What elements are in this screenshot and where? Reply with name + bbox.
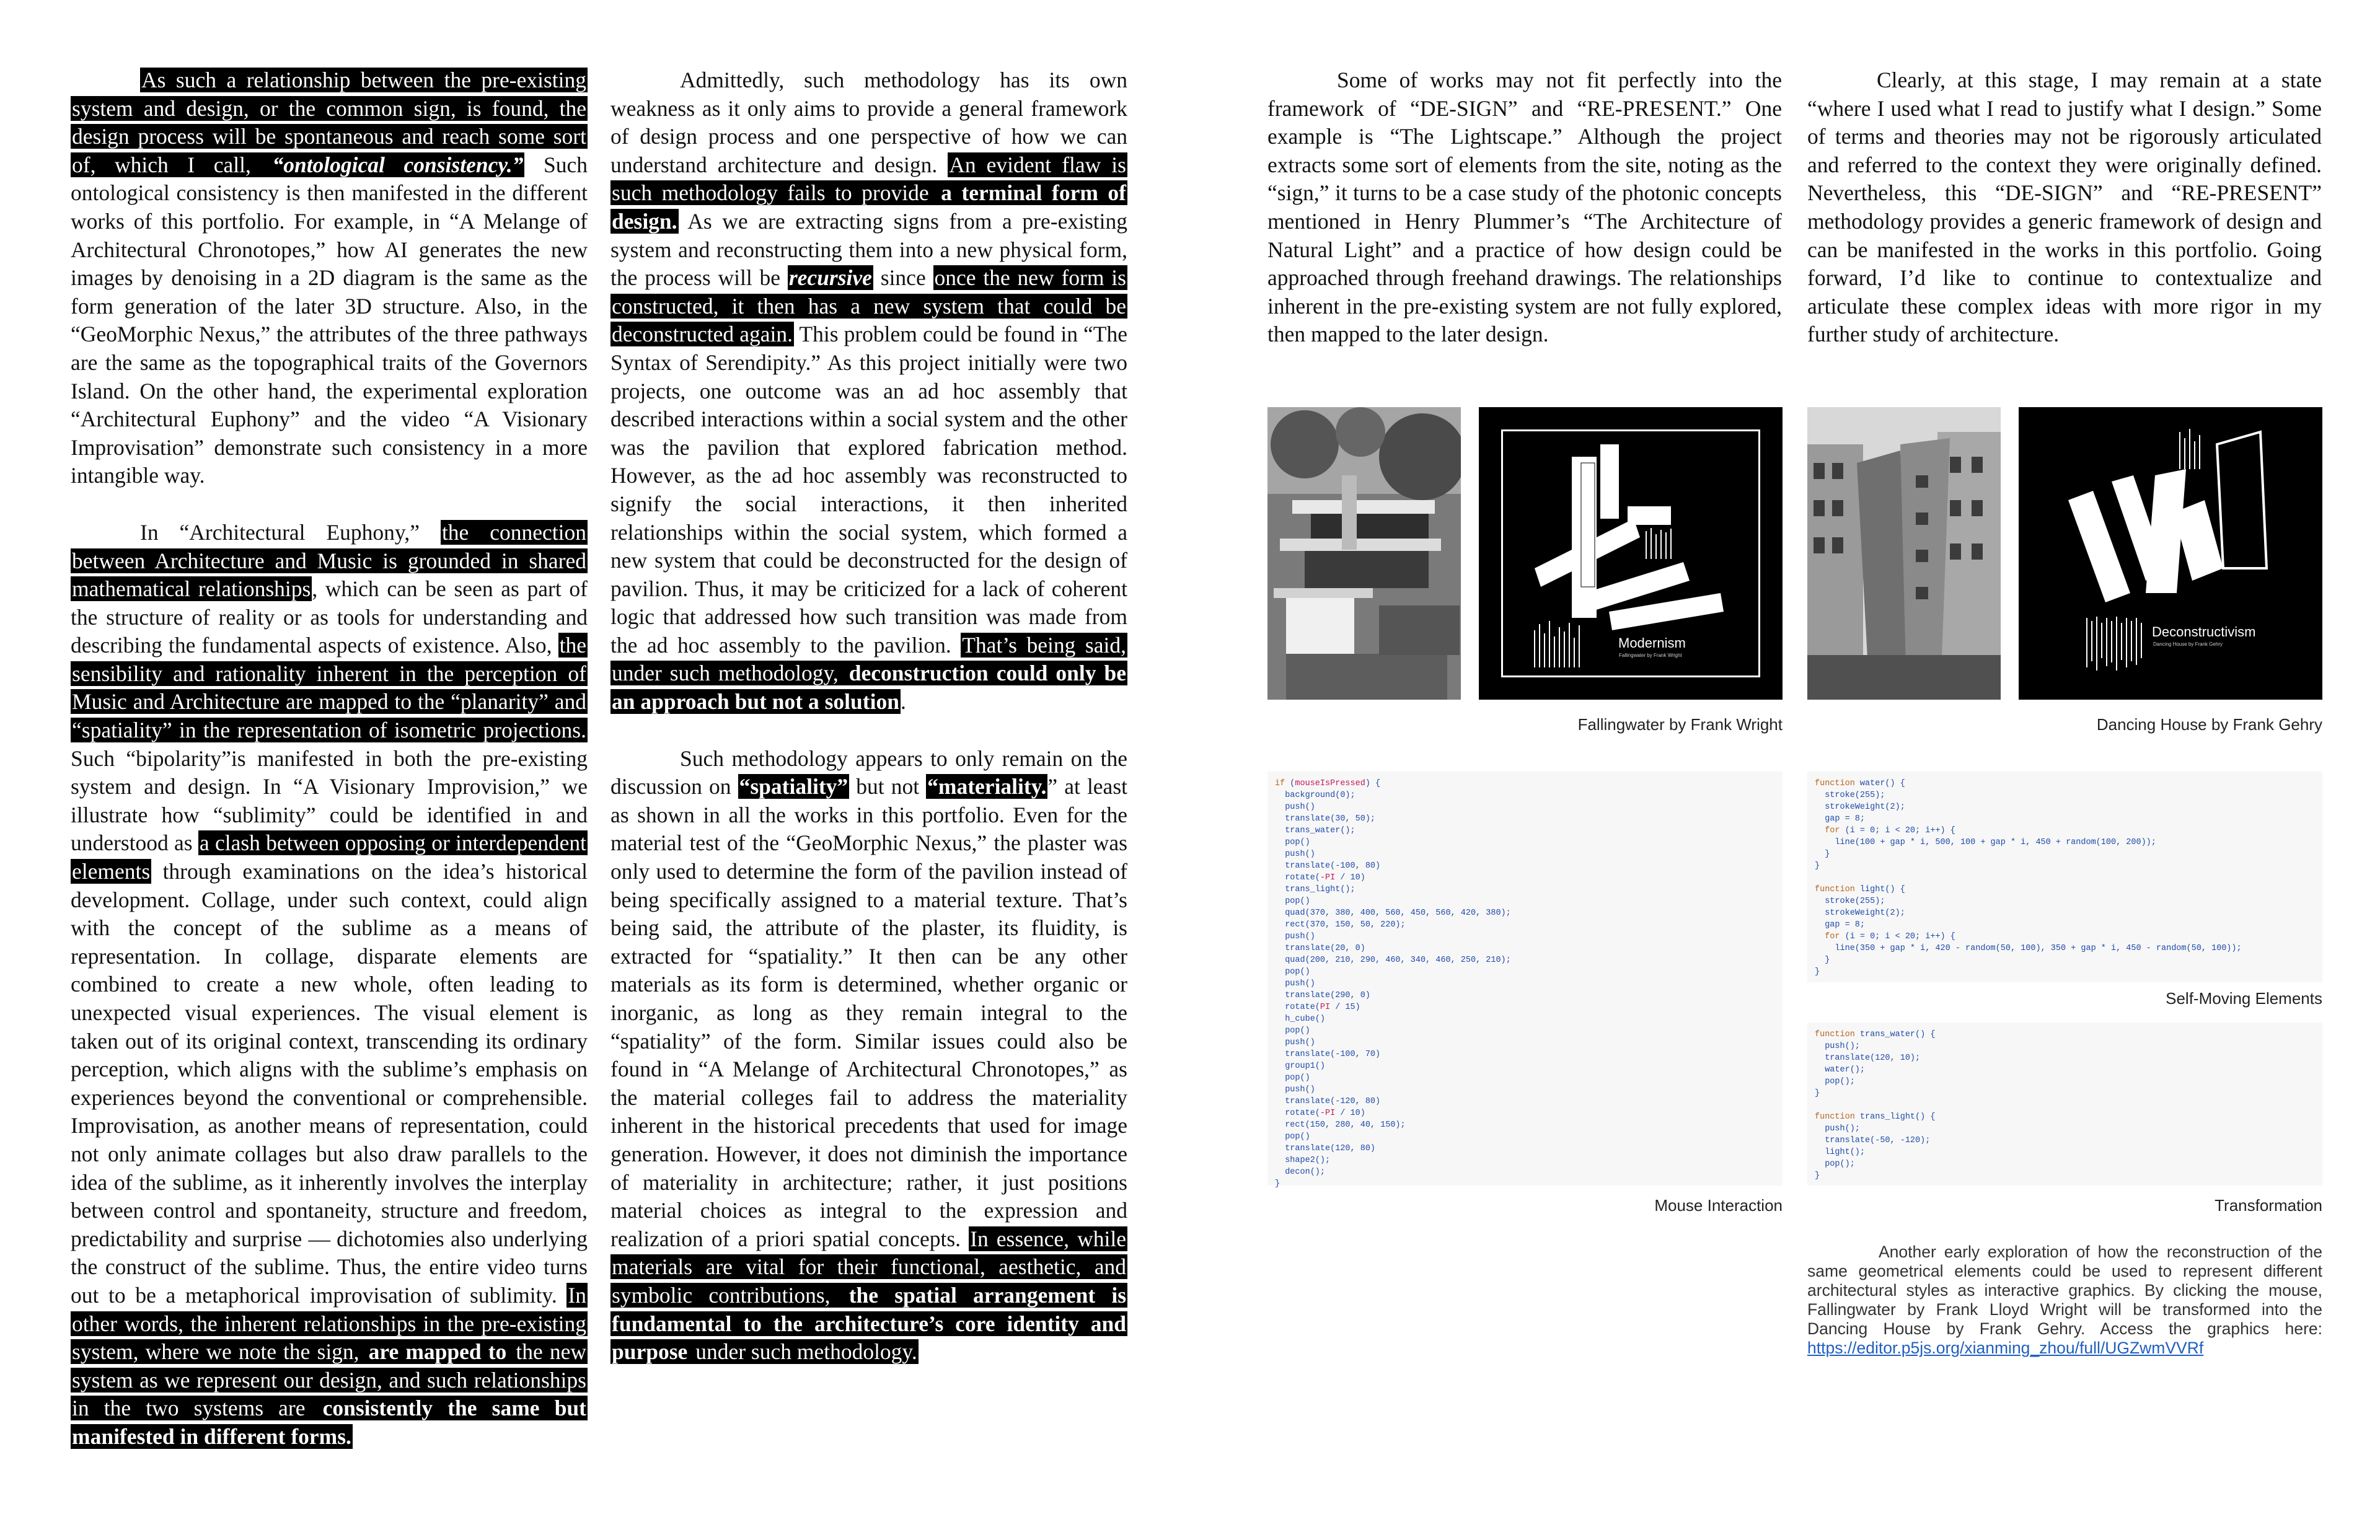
text-column-4 (1807, 66, 2322, 349)
text-run: Admittedly, such methodology has its own weakness as it only aims to provide a general framework of design process and one perspective of how we can understand architecture and design. (610, 68, 1127, 177)
code-token: } (1815, 1171, 1820, 1181)
code-token: push() (1275, 1085, 1315, 1094)
highlighted-text: the spatial arrangement is fundamental to the architecture’s core identity and purpose (612, 1282, 1127, 1365)
code-line (1815, 1088, 2315, 1099)
text-run: . (900, 689, 906, 715)
code-line (1275, 790, 1775, 801)
code-line (1275, 1049, 1775, 1060)
code-token: trans_light(); (1275, 885, 1355, 894)
highlighted-text: An evident flaw is such methodology fails to provide (612, 152, 1126, 206)
code-token: shape2(); (1275, 1156, 1331, 1165)
code-line (1815, 825, 2315, 837)
code-token: if (1275, 779, 1285, 788)
code-line (1815, 860, 2315, 872)
highlighted-text: recursive (788, 265, 872, 291)
code-token: translate(120, 80) (1275, 1144, 1376, 1153)
code-line (1815, 813, 2315, 825)
code-line (1275, 1155, 1775, 1166)
code-token: for (1815, 932, 1840, 941)
code-token: decon(); (1275, 1168, 1326, 1177)
paragraph (610, 66, 1127, 716)
code-line (1275, 907, 1775, 919)
code-token: } (1815, 967, 1820, 977)
code-token: strokeWeight(2); (1815, 803, 1905, 812)
code-line (1275, 990, 1775, 1001)
text-column-3 (1267, 66, 1782, 349)
code-line (1275, 825, 1775, 837)
text-run: As we are extracting signs from a pre-existing system and reconstructing them into a new physical form, the process will be (610, 208, 1127, 291)
code-line (1815, 1076, 2315, 1088)
code-line (1815, 801, 2315, 813)
graphics-note (1807, 1243, 2322, 1358)
code-line (1815, 1099, 2315, 1111)
code-token: gap = 8; (1815, 920, 1866, 930)
code-token: function (1815, 1112, 1855, 1122)
text-column-2 (610, 66, 1127, 1366)
code-token: rotate( (1275, 873, 1320, 882)
caption-fallingwater: Fallingwater by Frank Wright (1577, 715, 1783, 734)
code-token: light() { (1854, 885, 1905, 894)
code-token: rotate( (1275, 1003, 1320, 1012)
code-line (1815, 943, 2315, 954)
code-line (1275, 860, 1775, 872)
code-line (1275, 966, 1775, 978)
dancing-house-photo-art (1807, 407, 2001, 700)
code-token: pop() (1275, 1132, 1310, 1142)
highlighted-text: “spatiality” (739, 774, 848, 799)
code-token: } (1275, 1179, 1280, 1189)
code-token: light(); (1815, 1148, 1866, 1157)
code-line (1815, 837, 2315, 848)
highlighted-text: consistently the same but manifested in different forms. (72, 1396, 586, 1449)
code-line (1275, 1084, 1775, 1096)
code-token: translate(20, 0) (1275, 944, 1365, 953)
code-line (1275, 872, 1775, 884)
code-line (1275, 1060, 1775, 1072)
code-token: function (1815, 1030, 1855, 1039)
code-line (1815, 778, 2315, 790)
code-token: stroke(255); (1815, 791, 1885, 800)
code-token: -PI (1320, 1109, 1336, 1118)
fallingwater-photo (1267, 407, 1461, 700)
code-line (1275, 931, 1775, 943)
code-line (1815, 1064, 2315, 1076)
caption-self-moving: Self-Moving Elements (2166, 989, 2322, 1008)
highlighted-text: In other words, the inherent relationships in the pre-existing system, where we note the sign, (72, 1282, 586, 1365)
code-line (1275, 1143, 1775, 1155)
code-token: (i = 0; i < 20; i++) { (1840, 826, 1955, 835)
highlighted-text: a terminal form of design. (612, 180, 1126, 234)
code-line (1275, 895, 1775, 907)
code-token: / 10) (1335, 1109, 1365, 1118)
code-line (1275, 1131, 1775, 1143)
code-token: trans_light() { (1854, 1112, 1936, 1122)
highlighted-text: the sensibility and rationality inherent in the perception of Music and Architecture are mapped to the “planarity” and “spatiality” in the representation of isometric projections. (72, 633, 586, 743)
code-line (1815, 931, 2315, 943)
code-line (1275, 1037, 1775, 1049)
code-token: -PI (1320, 873, 1336, 882)
code-token: pop() (1275, 838, 1310, 847)
code-line (1275, 978, 1775, 990)
poster-subtitle: Dancing House by Frank Gehry (2153, 641, 2223, 647)
dancing-house-photo (1807, 407, 2001, 700)
code-token: pop(); (1815, 1159, 1855, 1169)
fallingwater-photo-art (1267, 407, 1461, 700)
code-line (1815, 848, 2315, 860)
deconstructivism-poster (2019, 407, 2322, 700)
code-line (1815, 872, 2315, 884)
code-line (1815, 1111, 2315, 1123)
code-token: pop() (1275, 967, 1310, 977)
text-run: This problem could be found in “The Syntax of Serendipity.” As this project initially were two projects, one outcome was an ad hoc assembly that described interactions within a social system and the other was the pavilion that explored fabrication method. However, as the ad hoc assembly was reconstructed to signify the social interactions, it then inherited relationships within the social system, which formed a new system that could be deconstructed for the design of pavilion. Thus, it may be criticized for a lack of coherent logic that addressed how such transition was made from the ad hoc assembly to the pavilion. (610, 322, 1127, 658)
code-token: trans_water() { (1854, 1030, 1936, 1039)
highlighted-text: As such a relationship between the pre-existing system and design, or the common sign, is found, the design process will be spontaneous and reach some sort of, which I call, (72, 68, 586, 177)
code-token: pop() (1275, 1026, 1310, 1036)
code-line (1275, 801, 1775, 813)
code-line (1275, 1013, 1775, 1025)
code-line (1815, 1123, 2315, 1135)
caption-dancing-house: Dancing House by Frank Gehry (2096, 715, 2322, 734)
code-token: push() (1275, 803, 1315, 812)
text-column-1 (71, 66, 588, 1451)
highlighted-text: That’s being said, under such methodology, (612, 632, 1126, 686)
code-token: push(); (1815, 1124, 1860, 1133)
paragraph: Some of works may not fit perfectly into the framework of “DE-SIGN” and “RE-PRESENT.” One example is “The Lightscape.” Although the project extracts some sort of elements from the site, noting as the “sign,” it turns to be a case study of the photonic concepts mentioned in Henry Plummer’s “The Architecture of Natural Light” and a practice of how design could be approached through freehand drawings. The relationships inherent in the pre-existing system are not fully explored, then mapped to the later design. (1267, 68, 1782, 347)
text-run: through examinations on the idea’s historical development. Collage, under such context, could align with the concept of the sublime as a means of representation. In collage, disparate elements are combined to create a new whole, often leading to unexpected visual experiences. The visual element is taken out of its original context, transcending its ordinary perception, which aligns with the sublime’s emphasis on experiences beyond the conventional or comprehensible. Improvisation, as another means of representation, could not only animate collages but also draw parallels to the idea of the sublime, as it inherently involves the interplay between control and spontaneity, structure and freedom, predictability and surprise — dichotomies also underlying the construct of the sublime. Thus, the entire video turns out to be a metaphorical improvisation of sublimity. (71, 859, 588, 1308)
code-line (1815, 1135, 2315, 1146)
code-token: push() (1275, 932, 1315, 941)
code-line (1275, 837, 1775, 848)
code-line (1275, 1119, 1775, 1131)
code-token: line(100 + gap * i, 500, 100 + gap * i, 450 + random(100, 200)); (1815, 838, 2156, 847)
code-token: for (1815, 826, 1840, 835)
code-line (1275, 1025, 1775, 1037)
code-token: group1() (1275, 1062, 1326, 1071)
code-line (1815, 1170, 2315, 1182)
code-self-moving (1807, 772, 2322, 982)
code-line (1815, 1029, 2315, 1041)
deconstructivism-graphic (2019, 407, 2322, 700)
code-line (1275, 1096, 1775, 1107)
note-paragraph (1807, 1243, 2322, 1358)
modernism-poster (1479, 407, 1783, 700)
code-line (1815, 790, 2315, 801)
code-token: water(); (1815, 1065, 1866, 1075)
code-token: } (1815, 956, 1830, 965)
code-line (1815, 907, 2315, 919)
code-token: push() (1275, 1038, 1315, 1047)
code-line (1815, 1052, 2315, 1064)
code-token: line(350 + gap * i, 420 - random(50, 100), 350 + gap * i, 450 - random(50, 100)); (1815, 944, 2242, 953)
code-token: rotate( (1275, 1109, 1320, 1118)
code-token: } (1815, 850, 1830, 859)
code-token: (i = 0; i < 20; i++) { (1840, 932, 1955, 941)
code-line (1815, 1158, 2315, 1170)
code-line (1275, 1107, 1775, 1119)
text-run: since (873, 265, 933, 291)
code-token: mouseIsPressed (1295, 779, 1365, 788)
highlighted-text: are mapped to (368, 1339, 507, 1365)
code-line (1815, 966, 2315, 978)
code-token: quad(200, 210, 290, 460, 340, 460, 250, 210); (1275, 956, 1511, 965)
highlighted-text: once the new form is constructed, it then has a new system that could be deconstructed again. (612, 265, 1126, 347)
code-line (1815, 919, 2315, 931)
highlighted-text: under such methodology. (690, 1339, 917, 1365)
paragraph (610, 745, 1127, 1366)
code-token: } (1815, 1089, 1820, 1098)
code-token: h_cube() (1275, 1014, 1326, 1024)
code-token: pop() (1275, 1073, 1310, 1083)
code-token: function (1815, 885, 1855, 894)
highlighted-text: the connection between Architecture and Music is grounded in shared mathematical relationships (72, 519, 586, 602)
caption-transformation: Transformation (2215, 1196, 2322, 1215)
code-token: translate(-120, 80) (1275, 1097, 1381, 1106)
highlighted-text: In essence, while materials are vital for their functional, aesthetic, and symbolic contributions, (612, 1226, 1126, 1308)
code-line (1275, 884, 1775, 895)
code-token: push() (1275, 979, 1315, 988)
text-run: In “Architectural Euphony,” (140, 519, 441, 545)
code-token: strokeWeight(2); (1815, 909, 1905, 918)
code-token: water() { (1854, 779, 1905, 788)
caption-mouse-interaction: Mouse Interaction (1654, 1196, 1783, 1215)
highlighted-text: the new system as we represent our design, and such relationships in the two systems are (72, 1339, 586, 1421)
highlighted-text: a clash between opposing or interdependent elements (72, 830, 586, 884)
code-token: gap = 8; (1815, 814, 1866, 824)
code-token: background(0); (1275, 791, 1355, 800)
text-run: Such “bipolarity”is manifested in both the pre-existing system and design. In “A Visionary Improvision,” we illustrate how “sublimity” could be identified in and understood as (71, 746, 588, 856)
code-line (1275, 1001, 1775, 1013)
code-token: / 15) (1330, 1003, 1360, 1012)
code-token: push(); (1815, 1042, 1860, 1051)
code-token: push() (1275, 850, 1315, 859)
code-line (1275, 778, 1775, 790)
code-token: } (1815, 861, 1820, 871)
code-token: function (1815, 779, 1855, 788)
code-token: stroke(255); (1815, 897, 1885, 906)
note-text: Another early exploration of how the reconstruction of the same geometrical elements could be used to represent different architectural styles as interactive graphics. By clicking the mouse, Fallingwater by Frank Lloyd Wright will be transformed into the Dancing House by Frank Gehry. Access the graphics here: (1807, 1243, 2322, 1338)
code-line (1275, 919, 1775, 931)
paragraph (71, 519, 588, 1451)
paragraph: Clearly, at this stage, I may remain at a state “where I used what I read to justify what I design.” Some of terms and theories may not be rigorously articulated and referred to the context they were originally defined. Nevertheless, this “DE-SIGN” and “RE-PRESENT” methodology provides a generic framework of design and can be manifested in the works in this portfolio. Going forward, I’d like to continue to contextualize and articulate these complex ideas with more rigor in my further study of architecture. (1807, 68, 2322, 347)
code-line (1275, 1178, 1775, 1190)
highlighted-text: “ontological consistency.” (272, 152, 524, 177)
code-token: PI (1320, 1003, 1331, 1012)
code-token: pop(); (1815, 1077, 1855, 1086)
code-token: translate(-50, -120); (1815, 1136, 1931, 1145)
code-token: translate(-100, 80) (1275, 861, 1381, 871)
code-token: translate(290, 0) (1275, 991, 1370, 1000)
text-run: Such methodology appears to only remain on the discussion on (610, 746, 1127, 799)
code-token: pop() (1275, 897, 1310, 906)
code-token: translate(-100, 70) (1275, 1050, 1381, 1059)
poster-title: Deconstructivism (2152, 624, 2256, 640)
code-transformation (1807, 1023, 2322, 1186)
code-line (1275, 848, 1775, 860)
code-line (1815, 884, 2315, 895)
code-line (1275, 943, 1775, 954)
p5js-link[interactable]: https://editor.p5js.org/xianming_zhou/full/UGZwmVVRf (1807, 1339, 2204, 1357)
code-line (1815, 954, 2315, 966)
code-token: quad(370, 380, 400, 560, 450, 560, 420, 380); (1275, 909, 1511, 918)
text-run: ” at least as shown in all the works in this portfolio. Even for the material test of the “GeoMorphic Nexus,” the plaster was only used to determine the form of the pavilion instead of being specifically assigned to a material texture. That’s being said, the attribute of the plaster, its fluidity, is extracted for “spatiality.” It then can be any other materials as its form is determined, whether organic or inorganic, as long as they remain integral to the “spatiality” of the form. Similar issues could also be found in “A Melange of Architectural Chronotopes,” as the material colleges fail to address the materiality inherent in the historical precedents that used for image generation. However, it does not diminish the importance of materiality in architecture; rather, it just positions material choices as integral to the expression and realization of a priori spatial concepts. (610, 774, 1127, 1251)
poster-title: Modernism (1618, 635, 1686, 651)
highlighted-text: deconstruction could only be an approach but not a solution (612, 661, 1126, 715)
code-token: translate(30, 50); (1275, 814, 1376, 824)
code-mouse-interaction (1267, 772, 1783, 1189)
code-token: rect(370, 150, 50, 220); (1275, 920, 1406, 930)
code-token: rect(150, 280, 40, 150); (1275, 1120, 1406, 1130)
code-token: ) { (1365, 779, 1381, 788)
code-token: translate(120, 10); (1815, 1054, 1921, 1063)
code-line (1275, 954, 1775, 966)
code-token: ( (1285, 779, 1295, 788)
code-line (1815, 1146, 2315, 1158)
highlighted-text: “materiality. (927, 774, 1047, 799)
poster-subtitle: Fallingwater by Frank Wright (1619, 653, 1682, 658)
text-run: Such ontological consistency is then manifested in the different works of this portfolio. For example, in “A Melange of Architectural Chronotopes,” how AI generates the new images by denoising in a 2D diagram is the same as the form generation of the later 3D structure. Also, in the “GeoMorphic Nexus,” the attributes of the three pathways are the same as the topographical traits of the Governors Island. On the other hand, the experimental exploration “Architectural Euphony” and the video “A Visionary Improvisation” demonstrate such consistency in a more intangible way. (71, 152, 588, 488)
code-token: trans_water(); (1275, 826, 1355, 835)
code-line (1815, 895, 2315, 907)
code-line (1815, 1041, 2315, 1052)
code-line (1275, 1166, 1775, 1178)
code-line (1275, 813, 1775, 825)
paragraph (71, 66, 588, 490)
code-line (1275, 1072, 1775, 1084)
text-run: , which can be seen as part of the structure of reality or as tools for understanding and describing the fundamental aspects of existence. Also, (71, 576, 588, 658)
text-run: but not (849, 774, 927, 799)
code-token: / 10) (1335, 873, 1365, 882)
